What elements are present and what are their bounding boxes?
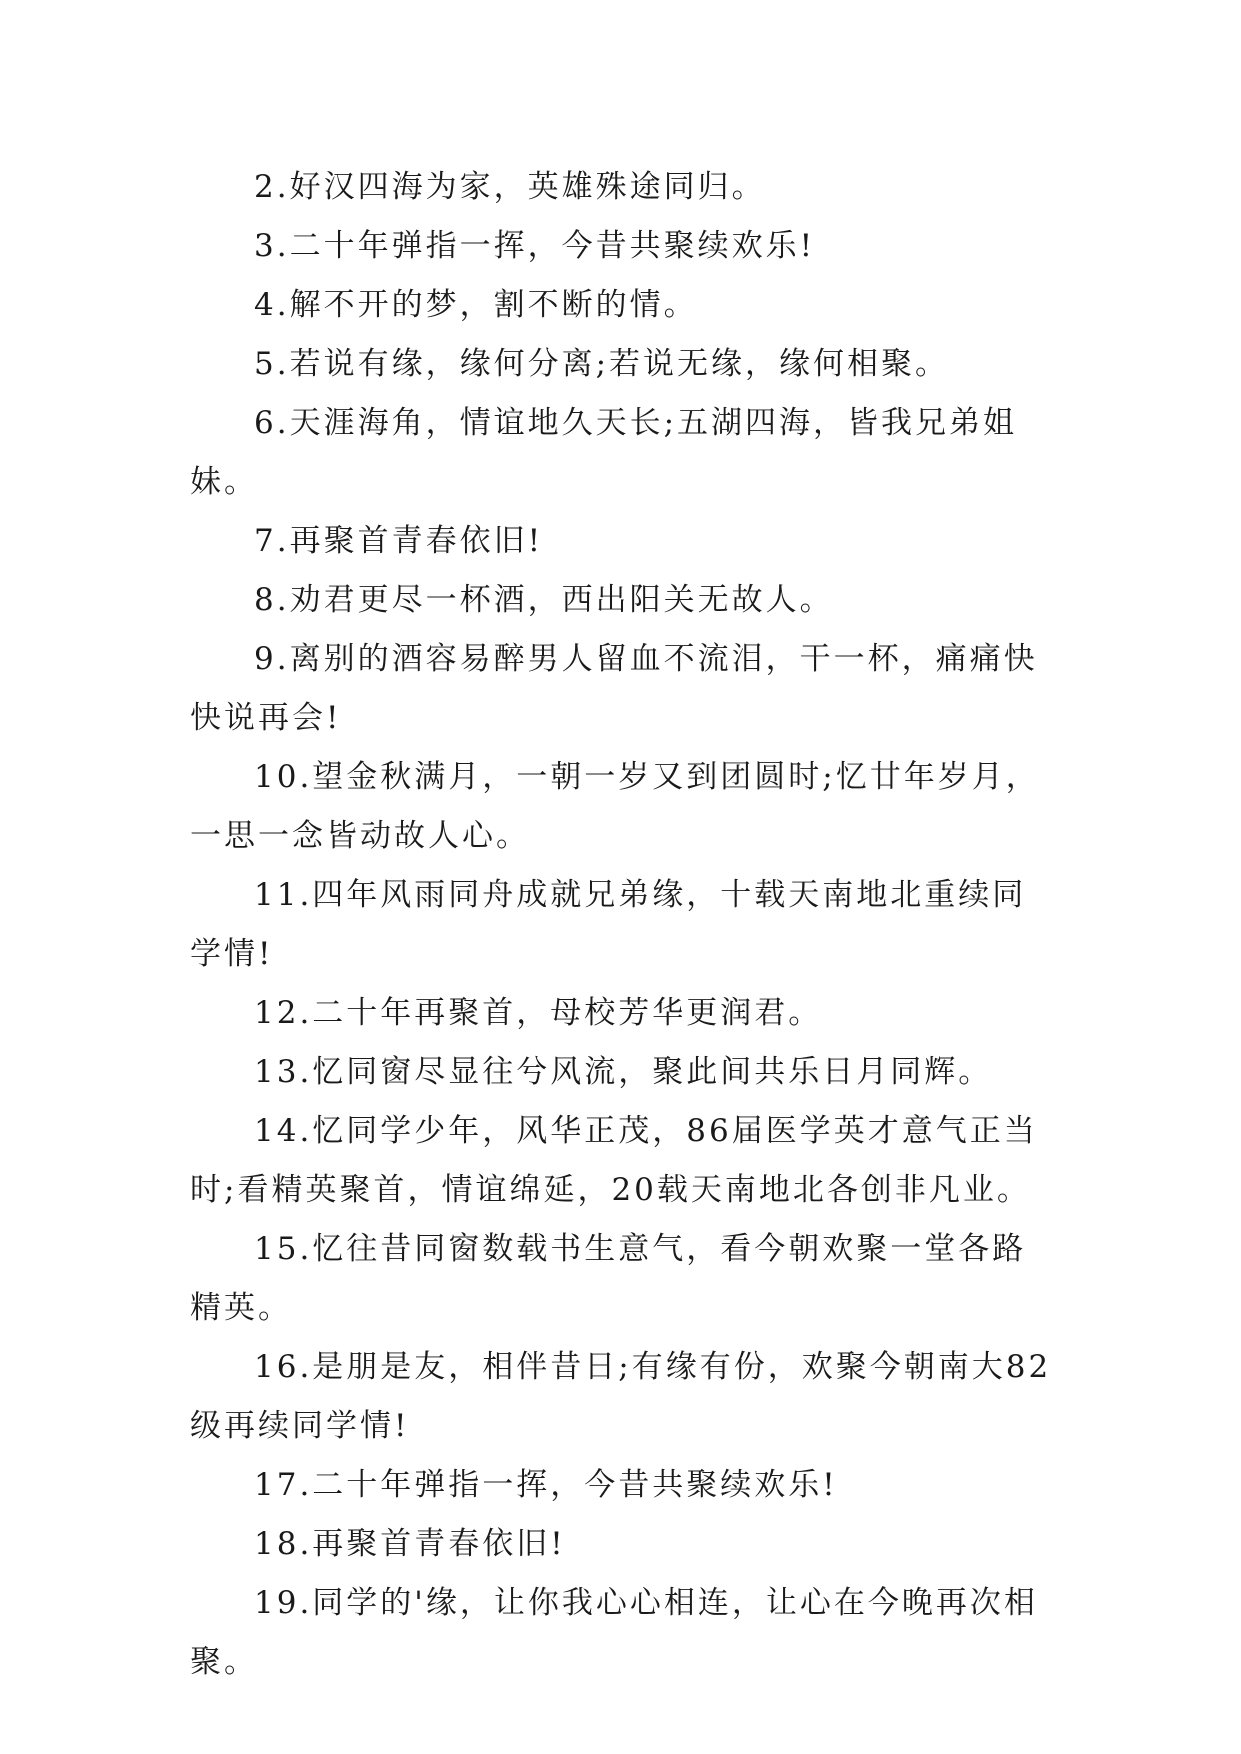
paragraph-14: 14.忆同学少年，风华正茂，86届医学英才意气正当时;看精英聚首，情谊绵延，20载天南地北各创非凡业。 <box>190 1113 1038 1208</box>
paragraph-12: 12.二十年再聚首，母校芳华更润君。 <box>254 995 823 1031</box>
paragraph-15: 15.忆往昔同窗数载书生意气，看今朝欢聚一堂各路精英。 <box>190 1231 1027 1326</box>
document-body <box>190 158 1055 1692</box>
paragraph-9: 9.离别的酒容易醉男人留血不流泪，干一杯，痛痛快快说再会! <box>190 641 1038 736</box>
paragraph-3: 3.二十年弹指一挥，今昔共聚续欢乐! <box>254 228 816 264</box>
paragraph-17: 17.二十年弹指一挥，今昔共聚续欢乐! <box>254 1467 838 1503</box>
paragraph-2: 2.好汉四海为家，英雄殊途同归。 <box>254 169 766 205</box>
paragraph-4: 4.解不开的梦，割不断的情。 <box>254 287 698 323</box>
paragraph-11: 11.四年风雨同舟成就兄弟缘，十载天南地北重续同学情! <box>190 877 1027 972</box>
paragraph-16: 16.是朋是友，相伴昔日;有缘有份，欢聚今朝南大82级再续同学情! <box>190 1349 1052 1444</box>
paragraph-18: 18.再聚首青春依旧! <box>254 1526 566 1562</box>
paragraph-13: 13.忆同窗尽显往兮风流，聚此间共乐日月同辉。 <box>254 1054 993 1090</box>
paragraph-19: 19.同学的'缘，让你我心心相连，让心在今晚再次相聚。 <box>190 1585 1038 1680</box>
paragraph-7: 7.再聚首青春依旧! <box>254 523 544 559</box>
paragraph-5: 5.若说有缘，缘何分离;若说无缘，缘何相聚。 <box>254 346 950 382</box>
paragraph-10: 10.望金秋满月，一朝一岁又到团圆时;忆廿年岁月，一思一念皆动故人心。 <box>190 759 1040 854</box>
paragraph-8: 8.劝君更尽一杯酒，西出阳关无故人。 <box>254 582 834 618</box>
paragraph-6: 6.天涯海角，情谊地久天长;五湖四海，皆我兄弟姐妹。 <box>190 405 1018 500</box>
